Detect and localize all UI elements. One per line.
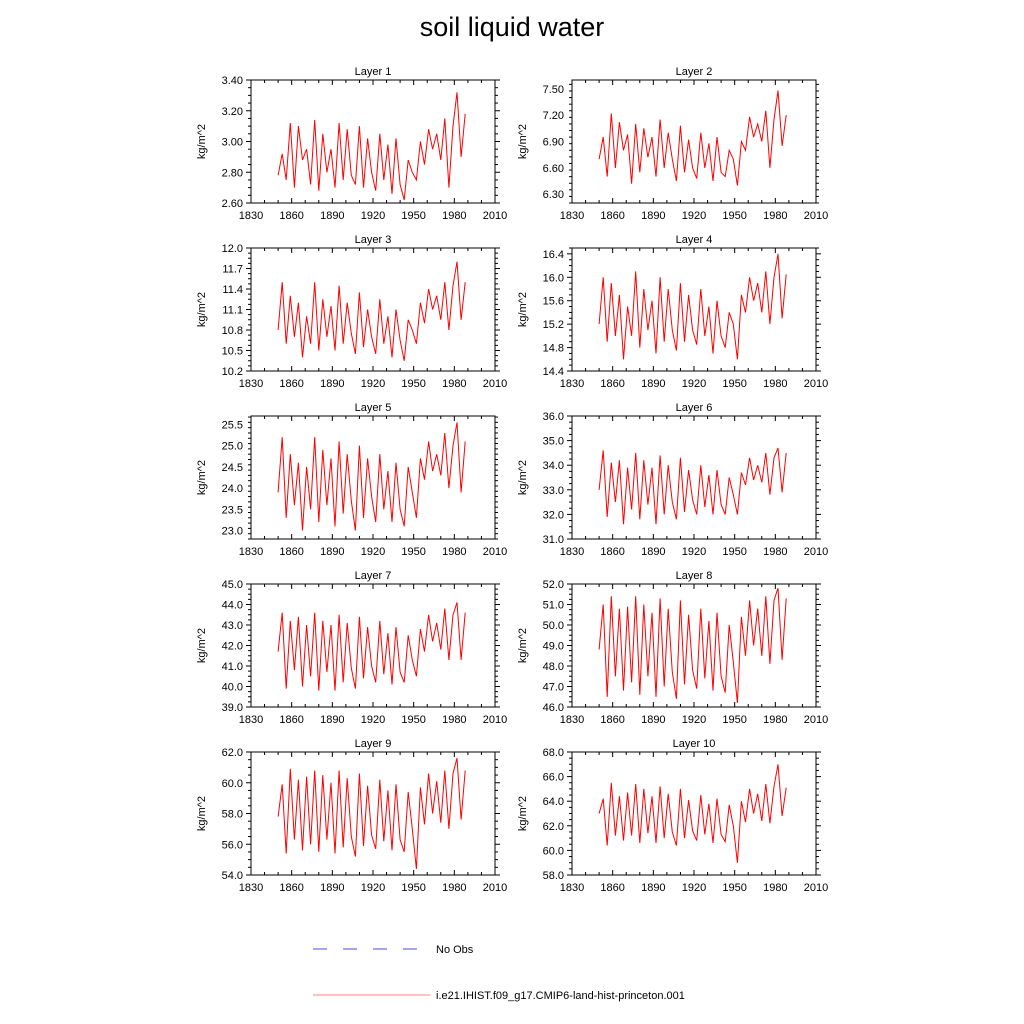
y-tick-label: 60.0 bbox=[221, 777, 243, 790]
x-tick-label: 1860 bbox=[600, 546, 625, 558]
y-tick-label: 58.0 bbox=[221, 808, 243, 821]
panel-layer-1 bbox=[196, 66, 507, 222]
x-tick-label: 1860 bbox=[600, 210, 625, 222]
legend-label-no-obs: No Obs bbox=[436, 944, 474, 956]
x-tick-label: 1890 bbox=[320, 714, 345, 726]
x-tick-label: 1860 bbox=[600, 882, 625, 894]
x-tick-label: 1860 bbox=[600, 714, 625, 726]
y-tick-label: 12.0 bbox=[221, 243, 243, 255]
x-tick-label: 1890 bbox=[641, 378, 666, 390]
series-line bbox=[599, 448, 786, 524]
y-tick-label: 54.0 bbox=[221, 870, 243, 882]
y-tick-label: 44.0 bbox=[221, 599, 243, 612]
y-tick-label: 16.0 bbox=[542, 272, 564, 285]
series-line bbox=[599, 254, 786, 359]
x-tick-label: 1860 bbox=[279, 378, 304, 390]
y-tick-label: 15.6 bbox=[542, 295, 564, 308]
y-axis-label: kg/m^2 bbox=[196, 123, 208, 160]
panel-title: Layer 5 bbox=[354, 402, 392, 414]
plot-frame bbox=[572, 248, 816, 371]
x-tick-label: 1920 bbox=[360, 210, 386, 222]
y-tick-label: 11.7 bbox=[222, 263, 243, 276]
y-tick-label: 50.0 bbox=[542, 620, 564, 632]
y-axis-label: kg/m^2 bbox=[517, 627, 529, 664]
y-tick-label: 3.00 bbox=[221, 136, 243, 149]
x-tick-label: 1920 bbox=[360, 714, 386, 726]
panel-layer-2 bbox=[517, 66, 828, 222]
x-tick-label: 1980 bbox=[442, 882, 467, 894]
panel-layer-8 bbox=[517, 570, 828, 726]
x-tick-label: 1860 bbox=[279, 210, 304, 222]
panel-layer-5 bbox=[196, 402, 507, 558]
x-tick-label: 1950 bbox=[722, 546, 747, 558]
y-tick-label: 66.0 bbox=[542, 771, 564, 784]
y-tick-label: 48.0 bbox=[542, 661, 564, 673]
y-tick-label: 36.0 bbox=[542, 411, 564, 423]
plot-frame bbox=[572, 416, 816, 539]
y-tick-label: 35.0 bbox=[542, 435, 564, 448]
x-tick-label: 2010 bbox=[482, 882, 508, 894]
x-tick-label: 1950 bbox=[401, 882, 426, 894]
panel-layer-10 bbox=[517, 738, 828, 894]
series-line bbox=[278, 602, 465, 690]
x-tick-label: 1950 bbox=[722, 378, 747, 390]
x-tick-label: 1950 bbox=[401, 546, 426, 558]
x-tick-label: 1830 bbox=[559, 210, 585, 222]
x-tick-label: 1980 bbox=[442, 210, 467, 222]
x-tick-label: 1890 bbox=[320, 378, 345, 390]
x-tick-label: 1830 bbox=[238, 378, 264, 390]
x-tick-label: 2010 bbox=[803, 210, 829, 222]
y-tick-label: 49.0 bbox=[542, 640, 564, 653]
series-line bbox=[599, 764, 786, 862]
y-axis-label: kg/m^2 bbox=[196, 795, 208, 832]
y-tick-label: 11.4 bbox=[222, 284, 243, 296]
x-tick-label: 1980 bbox=[763, 546, 788, 558]
x-tick-label: 1980 bbox=[442, 546, 467, 558]
plot-frame bbox=[251, 584, 495, 707]
panel-title: Layer 3 bbox=[354, 234, 392, 246]
x-tick-label: 2010 bbox=[803, 378, 829, 390]
x-tick-label: 1890 bbox=[641, 546, 666, 558]
y-tick-label: 58.0 bbox=[542, 870, 564, 882]
x-tick-label: 1860 bbox=[279, 714, 304, 726]
x-tick-label: 1980 bbox=[442, 378, 467, 390]
y-tick-label: 2.60 bbox=[221, 198, 243, 210]
y-tick-label: 40.0 bbox=[221, 681, 243, 694]
x-tick-label: 1830 bbox=[238, 882, 264, 894]
y-tick-label: 43.0 bbox=[221, 620, 243, 632]
y-tick-label: 24.5 bbox=[221, 461, 243, 474]
x-tick-label: 1980 bbox=[763, 210, 788, 222]
x-tick-label: 1860 bbox=[279, 882, 304, 894]
series-line bbox=[599, 588, 786, 703]
plot-frame bbox=[251, 752, 495, 875]
y-tick-label: 42.0 bbox=[221, 640, 243, 653]
x-tick-label: 1830 bbox=[559, 714, 585, 726]
series-line bbox=[278, 422, 465, 530]
y-tick-label: 24.0 bbox=[221, 483, 243, 496]
x-tick-label: 1950 bbox=[722, 210, 747, 222]
y-tick-label: 46.0 bbox=[542, 702, 564, 714]
panel-layer-3 bbox=[196, 234, 507, 390]
y-tick-label: 25.0 bbox=[221, 440, 243, 453]
y-tick-label: 15.2 bbox=[542, 319, 564, 332]
y-tick-label: 23.5 bbox=[221, 504, 243, 517]
x-tick-label: 1890 bbox=[641, 210, 666, 222]
y-tick-label: 6.30 bbox=[542, 189, 564, 202]
x-tick-label: 1950 bbox=[401, 714, 426, 726]
plot-frame bbox=[251, 416, 495, 539]
y-axis-label: kg/m^2 bbox=[196, 627, 208, 664]
y-tick-label: 68.0 bbox=[542, 747, 564, 759]
plot-frame bbox=[572, 584, 816, 707]
x-tick-label: 2010 bbox=[803, 882, 829, 894]
x-tick-label: 1920 bbox=[360, 378, 386, 390]
y-axis-label: kg/m^2 bbox=[517, 291, 529, 328]
panel-title: Layer 1 bbox=[354, 66, 392, 78]
y-tick-label: 6.60 bbox=[542, 162, 564, 175]
series-line bbox=[599, 91, 786, 186]
x-tick-label: 1980 bbox=[763, 882, 788, 894]
x-tick-label: 1920 bbox=[681, 210, 707, 222]
panel-layer-6 bbox=[517, 402, 828, 558]
x-tick-label: 1830 bbox=[559, 378, 585, 390]
y-tick-label: 39.0 bbox=[221, 702, 243, 714]
series-line bbox=[278, 92, 465, 200]
x-tick-label: 1950 bbox=[401, 378, 426, 390]
x-tick-label: 1920 bbox=[360, 882, 386, 894]
y-axis-label: kg/m^2 bbox=[517, 123, 529, 160]
x-tick-label: 1920 bbox=[681, 378, 707, 390]
x-tick-label: 1920 bbox=[681, 882, 707, 894]
y-axis-label: kg/m^2 bbox=[196, 459, 208, 496]
y-axis-label: kg/m^2 bbox=[517, 795, 529, 832]
x-tick-label: 1830 bbox=[238, 714, 264, 726]
x-tick-label: 2010 bbox=[482, 714, 508, 726]
panel-title: Layer 2 bbox=[675, 66, 713, 78]
y-tick-label: 47.0 bbox=[542, 681, 564, 694]
y-tick-label: 10.5 bbox=[221, 345, 243, 358]
x-tick-label: 1950 bbox=[722, 714, 747, 726]
x-tick-label: 1890 bbox=[320, 210, 345, 222]
legend bbox=[313, 944, 685, 1002]
y-tick-label: 2.80 bbox=[221, 167, 243, 180]
y-tick-label: 11.1 bbox=[222, 304, 243, 317]
x-tick-label: 2010 bbox=[482, 210, 508, 222]
y-tick-label: 14.4 bbox=[542, 366, 564, 378]
panel-layer-7 bbox=[196, 570, 507, 726]
x-tick-label: 1920 bbox=[360, 546, 386, 558]
x-tick-label: 1830 bbox=[238, 546, 264, 558]
y-tick-label: 51.0 bbox=[542, 599, 564, 612]
y-tick-label: 52.0 bbox=[542, 579, 564, 591]
x-tick-label: 1980 bbox=[763, 714, 788, 726]
y-tick-label: 45.0 bbox=[221, 579, 243, 591]
x-tick-label: 1860 bbox=[600, 378, 625, 390]
plot-frame bbox=[251, 80, 495, 203]
y-tick-label: 62.0 bbox=[221, 747, 243, 759]
x-tick-label: 1830 bbox=[559, 546, 585, 558]
panel-title: Layer 7 bbox=[354, 570, 392, 582]
y-tick-label: 31.0 bbox=[542, 534, 564, 546]
y-tick-label: 62.0 bbox=[542, 820, 564, 833]
legend-label-model: i.e21.IHIST.f09_g17.CMIP6-land-hist-princeton.001 bbox=[436, 990, 685, 1002]
y-tick-label: 64.0 bbox=[542, 796, 564, 809]
x-tick-label: 1890 bbox=[641, 882, 666, 894]
y-tick-label: 32.0 bbox=[542, 509, 564, 522]
plot-frame bbox=[572, 752, 816, 875]
x-tick-label: 1860 bbox=[279, 546, 304, 558]
x-tick-label: 1830 bbox=[238, 210, 264, 222]
y-tick-label: 7.50 bbox=[542, 83, 564, 96]
y-tick-label: 33.0 bbox=[542, 484, 564, 497]
panel-title: Layer 9 bbox=[354, 738, 392, 750]
x-tick-label: 2010 bbox=[482, 546, 508, 558]
y-tick-label: 3.20 bbox=[221, 105, 243, 118]
x-tick-label: 2010 bbox=[482, 378, 508, 390]
plot-frame bbox=[572, 80, 816, 203]
panel-title: Layer 6 bbox=[675, 402, 713, 414]
x-tick-label: 1920 bbox=[681, 714, 707, 726]
y-tick-label: 7.20 bbox=[542, 110, 564, 123]
y-tick-label: 10.8 bbox=[221, 325, 243, 337]
panel-layer-9 bbox=[196, 738, 507, 894]
y-tick-label: 10.2 bbox=[221, 366, 243, 378]
x-tick-label: 1920 bbox=[681, 546, 707, 558]
x-tick-label: 1890 bbox=[641, 714, 666, 726]
x-tick-label: 1980 bbox=[763, 378, 788, 390]
y-axis-label: kg/m^2 bbox=[196, 291, 208, 328]
panel-layer-4 bbox=[517, 234, 828, 390]
panel-title: Layer 10 bbox=[672, 738, 716, 750]
y-tick-label: 56.0 bbox=[221, 839, 243, 852]
x-tick-label: 2010 bbox=[803, 546, 829, 558]
y-tick-label: 16.4 bbox=[542, 248, 564, 261]
y-tick-label: 3.40 bbox=[221, 75, 243, 87]
x-tick-label: 1890 bbox=[320, 546, 345, 558]
x-tick-label: 1830 bbox=[559, 882, 585, 894]
y-tick-label: 25.5 bbox=[221, 419, 243, 432]
x-tick-label: 1890 bbox=[320, 882, 345, 894]
x-tick-label: 1950 bbox=[401, 210, 426, 222]
y-tick-label: 14.8 bbox=[542, 342, 564, 355]
panel-title: Layer 4 bbox=[675, 234, 713, 246]
y-tick-label: 34.0 bbox=[542, 460, 564, 473]
x-tick-label: 1950 bbox=[722, 882, 747, 894]
y-tick-label: 60.0 bbox=[542, 845, 564, 858]
y-tick-label: 23.0 bbox=[221, 525, 243, 538]
plot-frame bbox=[251, 248, 495, 371]
series-line bbox=[278, 758, 465, 869]
x-tick-label: 1980 bbox=[442, 714, 467, 726]
y-axis-label: kg/m^2 bbox=[517, 459, 529, 496]
x-tick-label: 2010 bbox=[803, 714, 829, 726]
series-line bbox=[278, 262, 465, 361]
panel-title: Layer 8 bbox=[675, 570, 713, 582]
figure-title: soil liquid water bbox=[419, 12, 605, 42]
y-tick-label: 41.0 bbox=[221, 661, 243, 673]
y-tick-label: 6.90 bbox=[542, 136, 564, 149]
